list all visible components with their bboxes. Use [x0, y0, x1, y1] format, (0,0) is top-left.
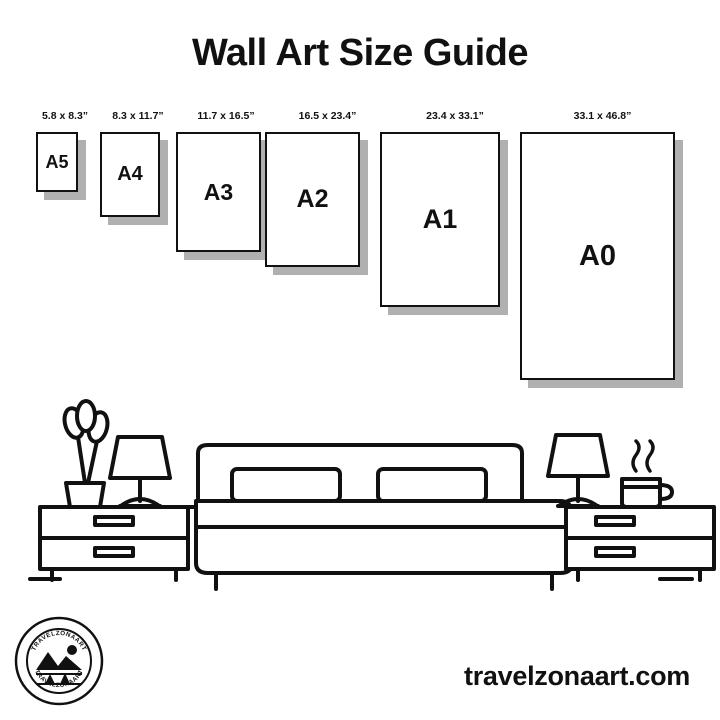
frame-box-a0[interactable]: [520, 132, 675, 380]
brand-logo[interactable]: [14, 616, 104, 706]
logo-text-bottom-el: TRAVELZONAART: [33, 668, 85, 690]
frame-name-a5: A5: [45, 151, 69, 172]
logo-text-top-el: TRAVELZONAART: [30, 629, 88, 653]
vase-with-flowers: [62, 401, 111, 507]
page-title: Wall Art Size Guide: [191, 32, 529, 74]
coffee-mug: [622, 441, 672, 507]
table-lamp-left: [110, 437, 170, 506]
frame-dimensions-a1: 23.4 x 33.1”: [426, 110, 484, 122]
frame-box-a4[interactable]: [100, 132, 160, 217]
frame-name-a3: A3: [203, 178, 234, 205]
size-chart: [0, 110, 720, 400]
bedroom-illustration: [0, 375, 720, 605]
table-lamp-right: [548, 435, 608, 506]
nightstand-left: [40, 507, 188, 580]
bed: [178, 445, 572, 589]
frame-dimensions-a5: 5.8 x 8.3”: [41, 110, 89, 122]
frame-dimensions-a3: 11.7 x 16.5”: [197, 110, 255, 122]
footer: [0, 610, 720, 720]
frame-dimensions-a4: 8.3 x 11.7”: [112, 110, 164, 122]
frame-name-a4: A4: [117, 163, 143, 185]
frame-name-a2: A2: [296, 185, 329, 213]
frame-box-a3[interactable]: [176, 132, 261, 252]
frame-dimensions-a2: 16.5 x 23.4”: [298, 110, 357, 122]
frame-box-a2[interactable]: [265, 132, 360, 267]
frame-name-a1: A1: [422, 204, 458, 234]
frame-box-a1[interactable]: [380, 132, 500, 307]
frame-box-a5[interactable]: [36, 132, 78, 192]
frame-name-a0: A0: [578, 239, 617, 272]
frame-dimensions-a0: 33.1 x 46.8”: [573, 110, 632, 122]
website-url[interactable]: travelzonaart.com: [464, 661, 690, 691]
nightstand-right: [566, 507, 714, 580]
